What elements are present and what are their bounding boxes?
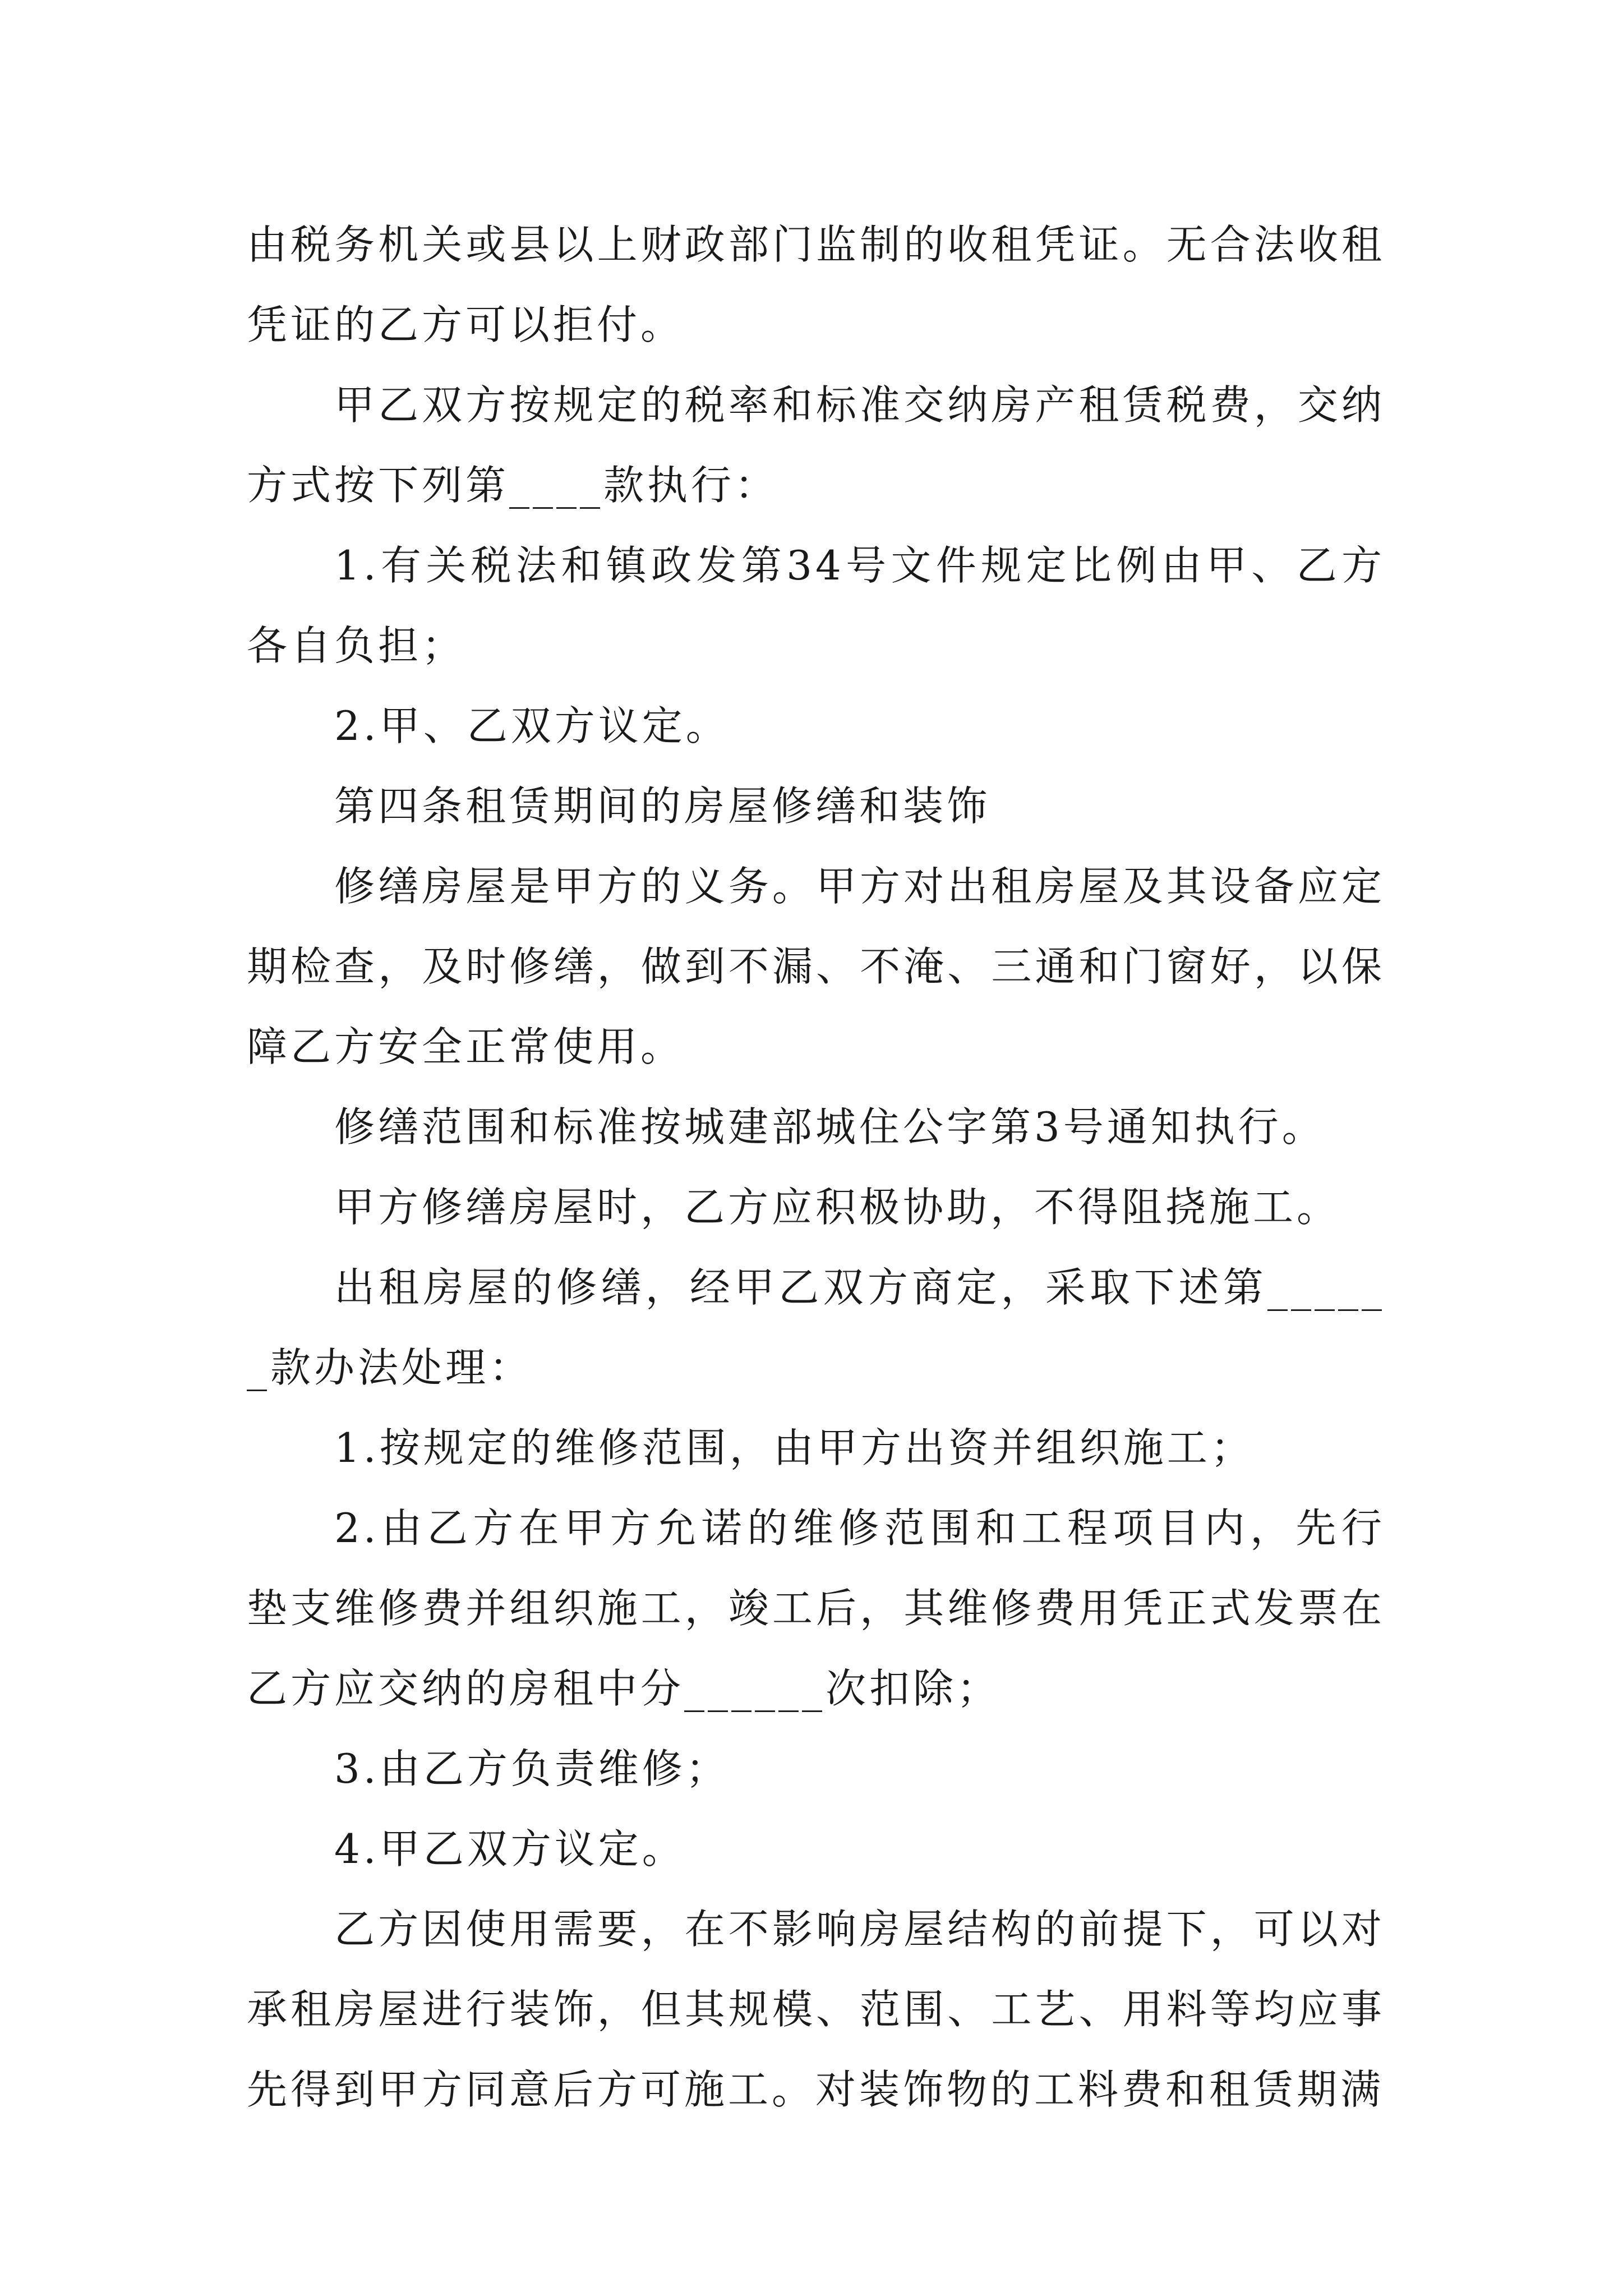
section-heading: 第四条租赁期间的房屋修缮和装饰 [334,783,991,830]
paragraph: 4.甲乙双方议定。 [334,1825,686,1872]
paragraph: 1.有关税法和镇政发第34号文件规定比例由甲、乙方各自负担； [247,542,1385,669]
document-body [247,205,1385,2130]
paragraph: 3.由乙方负责维修； [334,1745,730,1792]
paragraph: 修缮范围和标准按城建部城住公字第3号通知执行。 [334,1103,1326,1151]
paragraph: 1.按规定的维修范围，由甲方出资并组织施工； [334,1424,1255,1471]
paragraph: 甲方修缮房屋时，乙方应积极协助，不得阻挠施工。 [334,1184,1341,1231]
paragraph: 甲乙双方按规定的税率和标准交纳房产租赁税费，交纳方式按下列第____款执行： [247,381,1385,509]
paragraph: 出租房屋的修缮，经甲乙双方商定，采取下述第______款办法处理： [247,1264,1385,1391]
paragraph: 由税务机关或县以上财政部门监制的收租凭证。无合法收租凭证的乙方可以拒付。 [247,221,1385,348]
paragraph: 乙方因使用需要，在不影响房屋结构的前提下，可以对承租房屋进行装饰，但其规模、范围、工艺、用料等均应事先得到甲方同意后方可施工。对装饰物的工料费和租赁期满 [247,1906,1385,2113]
paragraph: 2.甲、乙双方议定。 [334,702,730,749]
paragraph: 修缮房屋是甲方的义务。甲方对出租房屋及其设备应定期检查，及时修缮，做到不漏、不淹、三通和门窗好，以保障乙方安全正常使用。 [247,863,1385,1070]
paragraph: 2.由乙方在甲方允诺的维修范围和工程项目内，先行垫支维修费并组织施工，竣工后，其维修费用凭正式发票在乙方应交纳的房租中分______次扣除； [247,1504,1385,1712]
